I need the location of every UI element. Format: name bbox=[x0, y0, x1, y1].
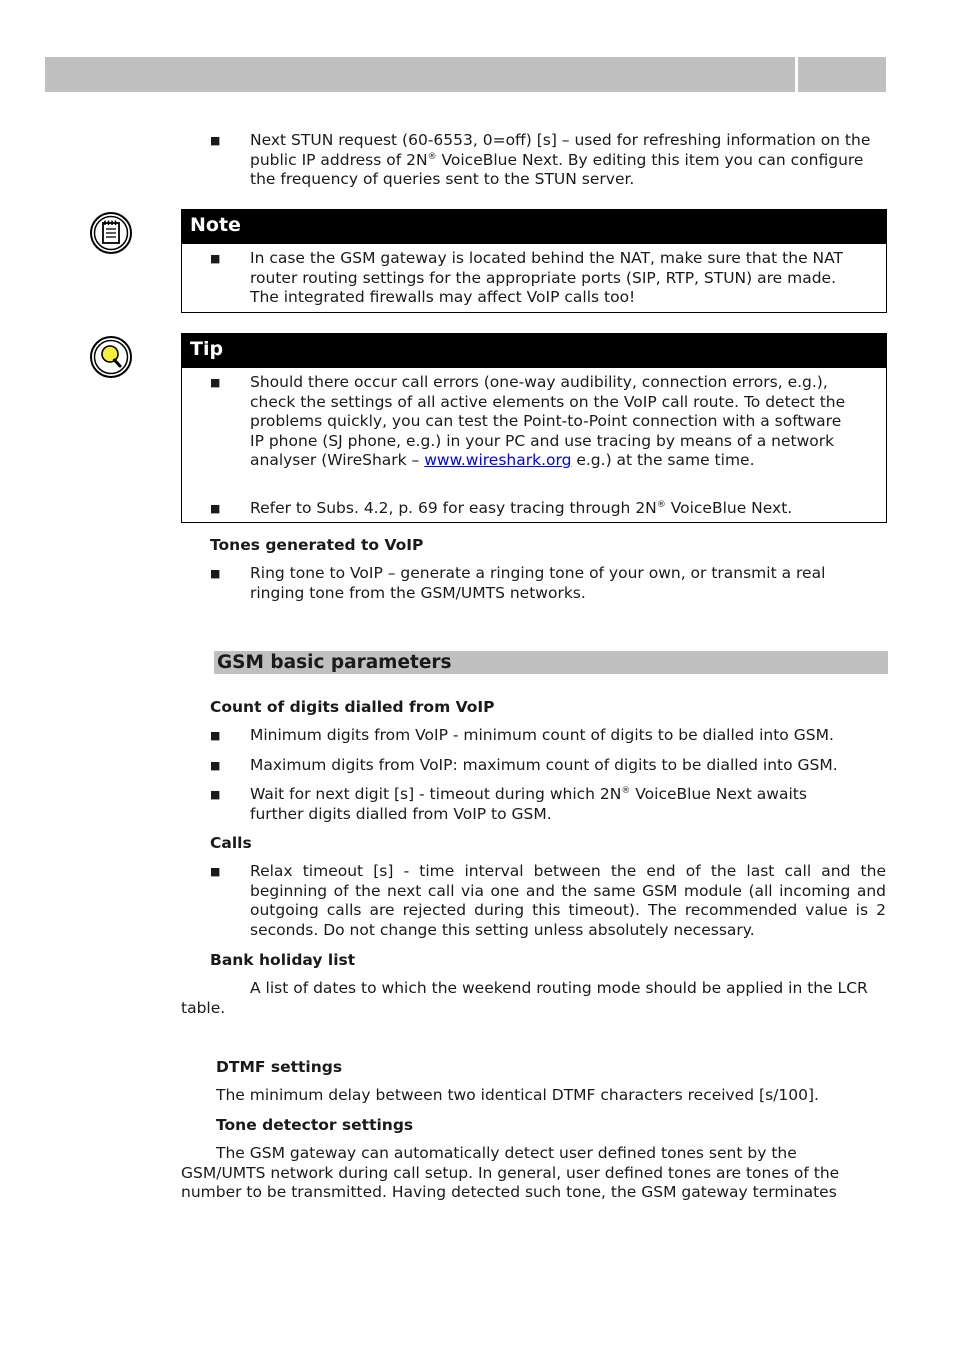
tip-item-2: Refer to Subs. 4.2, p. 69 for easy tracing through 2N® VoiceBlue Next. bbox=[250, 499, 793, 517]
square-bullet-icon: ■ bbox=[210, 252, 221, 265]
square-bullet-icon: ■ bbox=[210, 134, 221, 147]
digits-heading: Count of digits dialled from VoIP bbox=[210, 698, 495, 716]
digits-item-2: Maximum digits from VoIP: maximum count of digits to be dialled into GSM. bbox=[250, 756, 838, 774]
tip-item-1: Should there occur call errors (one-way audibility, connection errors, e.g.), check the settings of all active elements on the VoIP call route. To detect the problems quickly, you can test the Point-to-Point connection with a software IP phone (SJ phone, e.g.) in your PC and use tracing by means of a network analyser (WireShark – www.wireshark.org e.g.) at the same time. bbox=[250, 373, 846, 469]
header-bar-page-box bbox=[798, 57, 886, 92]
square-bullet-icon: ■ bbox=[210, 729, 221, 742]
calls-item: Relax timeout [s] - time interval between the end of the last call and the beginning of the next call via one and the same GSM module (all incoming and outgoing calls are rejected during this timeout). The recommended value is 2 seconds. Do not change this setting unless absolutely necessary. bbox=[250, 862, 886, 939]
header-bar bbox=[45, 57, 795, 92]
wireshark-link[interactable]: www.wireshark.org bbox=[424, 451, 572, 469]
tone-detector-text: The GSM gateway can automatically detect user defined tones sent by the GSM/UMTS network during call setup. In general, user defined tones are tones of the number to be transmitted. Having detected such tone, the GSM gateway terminates bbox=[181, 1144, 840, 1201]
holiday-heading: Bank holiday list bbox=[210, 951, 356, 969]
notepad-icon bbox=[89, 211, 133, 255]
square-bullet-icon: ■ bbox=[210, 759, 221, 772]
tip-box bbox=[181, 333, 887, 523]
note-box bbox=[181, 209, 887, 313]
lightbulb-icon bbox=[89, 335, 133, 379]
calls-heading: Calls bbox=[210, 834, 252, 852]
stun-item: Next STUN request (60-6553, 0=off) [s] – used for refreshing information on the public IP address of 2N® VoiceBlue Next. By editing this item you can configure the frequency of queries sent to the STUN server. bbox=[250, 131, 871, 188]
gsm-section-title: GSM basic parameters bbox=[214, 651, 888, 674]
square-bullet-icon: ■ bbox=[210, 567, 221, 580]
digits-item-3: Wait for next digit [s] - timeout during which 2N® VoiceBlue Next awaits further digits dialled from VoIP to GSM. bbox=[250, 785, 807, 823]
tones-heading: Tones generated to VoIP bbox=[210, 536, 424, 554]
note-title: Note bbox=[182, 210, 886, 244]
square-bullet-icon: ■ bbox=[210, 502, 221, 515]
holiday-text: A list of dates to which the weekend routing mode should be applied in the LCR table. bbox=[181, 979, 868, 1017]
dtmf-text: The minimum delay between two identical DTMF characters received [s/100]. bbox=[216, 1086, 819, 1104]
note-text: In case the GSM gateway is located behind the NAT, make sure that the NAT router routing settings for the appropriate ports (SIP, RTP, STUN) are made. The integrated firewalls may affect VoIP calls too! bbox=[250, 249, 844, 306]
square-bullet-icon: ■ bbox=[210, 865, 221, 878]
dtmf-heading: DTMF settings bbox=[216, 1058, 343, 1076]
tones-item: Ring tone to VoIP – generate a ringing tone of your own, or transmit a real ringing tone from the GSM/UMTS networks. bbox=[250, 564, 826, 602]
tone-detector-heading: Tone detector settings bbox=[216, 1116, 414, 1134]
digits-item-1: Minimum digits from VoIP - minimum count of digits to be dialled into GSM. bbox=[250, 726, 834, 744]
square-bullet-icon: ■ bbox=[210, 376, 221, 389]
tip-title: Tip bbox=[182, 334, 886, 368]
square-bullet-icon: ■ bbox=[210, 788, 221, 801]
